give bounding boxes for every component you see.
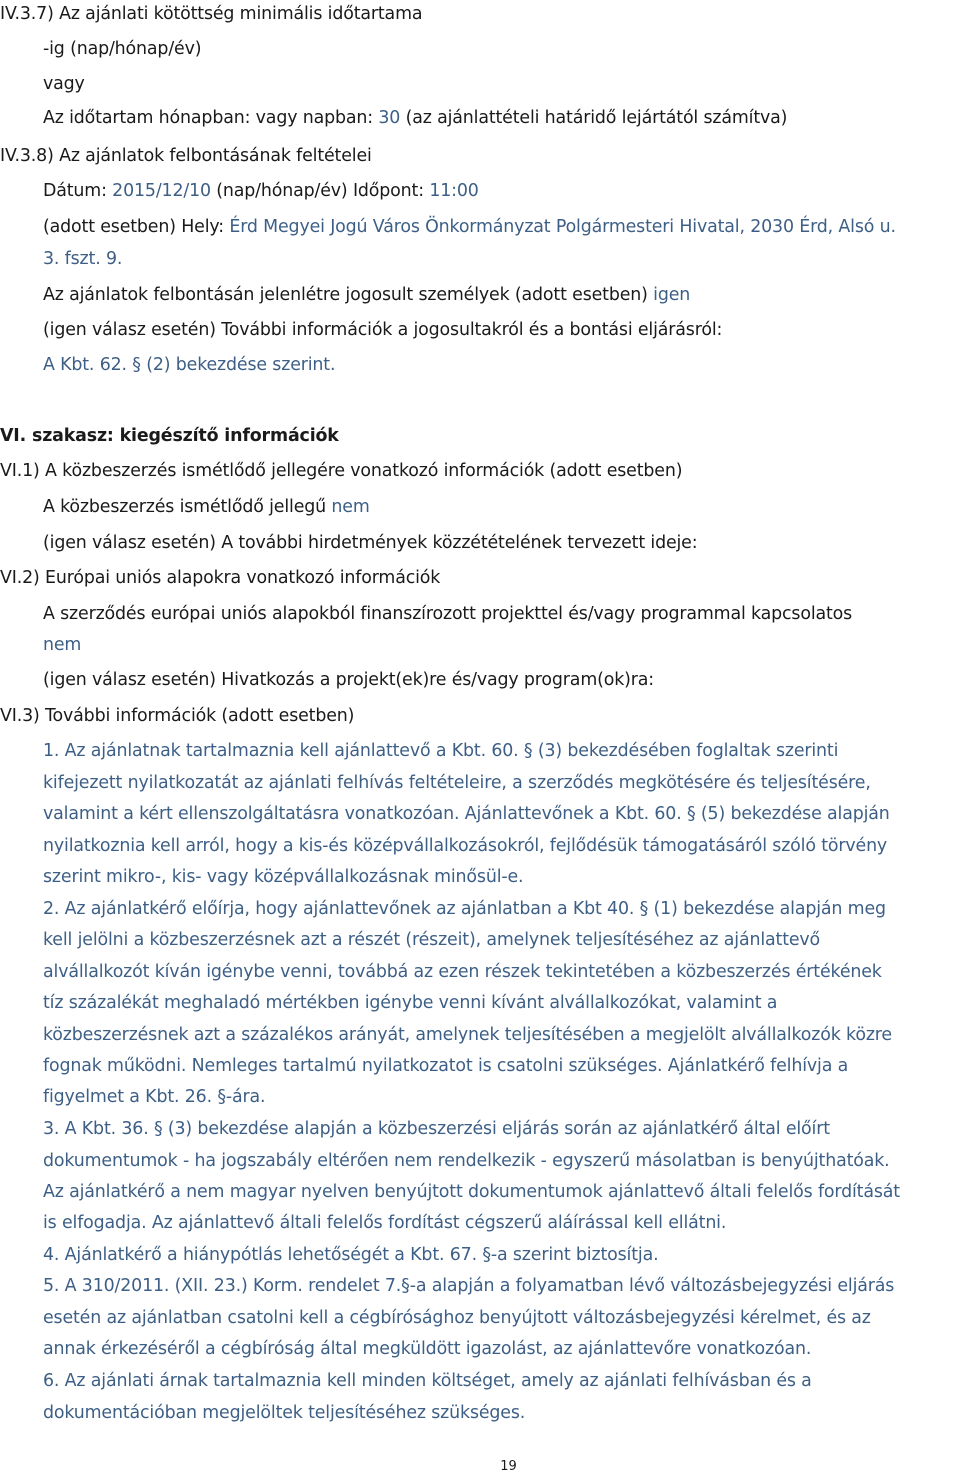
info-line: alvállalkozót kíván igénybe venni, továbbá az ezen részek tekintetében a közbeszerzés értékének — [43, 962, 882, 982]
info-line: is elfogadja. Az ajánlattevő általi felelős fordítást cégszerű aláírással kell ellátni. — [43, 1213, 727, 1233]
vagy-line: vagy — [43, 74, 85, 94]
datum-value: 2015/12/10 — [112, 181, 211, 201]
info-line: 3. A Kbt. 36. § (3) bekezdése alapján a közbeszerzési eljárás során az ajánlatkérő által előírt — [43, 1119, 830, 1139]
hely-label: (adott esetben) Hely: — [43, 217, 230, 237]
eu-value: nem — [43, 635, 82, 655]
heading-vi-1: VI.1) A közbeszerzés ismétlődő jellegére vonatkozó információk (adott esetben) — [0, 461, 683, 481]
heading-iv-3-8: IV.3.8) Az ajánlatok felbontásának feltételei — [0, 146, 372, 166]
info-line: 5. A 310/2011. (XII. 23.) Korm. rendelet 7.§-a alapján a folyamatban lévő változásbejegyzési eljárás — [43, 1276, 895, 1296]
info-line: 4. Ajánlatkérő a hiánypótlás lehetőségét a Kbt. 67. §-a szerint biztosítja. — [43, 1245, 659, 1265]
time-value: 11:00 — [429, 181, 479, 201]
duration-label: Az időtartam hónapban: vagy napban: — [43, 108, 379, 128]
ig-line: -ig (nap/hónap/év) — [43, 39, 202, 59]
info-line: dokumentációban megjelöltek teljesítéséhez szükséges. — [43, 1403, 526, 1423]
info-line: fognak működni. Nemleges tartalmú nyilatkozatot is csatolni szükséges. Ajánlatkérő felhívja a — [43, 1056, 849, 1076]
recurring-value: nem — [331, 497, 370, 517]
datum-label: Dátum: — [43, 181, 113, 201]
page-number: 19 — [500, 1459, 517, 1474]
info-line: kell jelölni a közbeszerzésnek azt a részét (részeit), amelynek teljesítéséhez az ajánlattevő — [43, 930, 821, 950]
datum-format: (nap/hónap/év) Időpont: — [210, 181, 430, 201]
info-line: Az ajánlatkérő a nem magyar nyelven benyújtott dokumentumok ajánlattevő általi felelős fordítását — [43, 1182, 900, 1202]
eu-note: (igen válasz esetén) Hivatkozás a projekt(ek)re és/vagy program(ok)ra: — [43, 670, 655, 690]
info-line: nyilatkoznia kell arról, hogy a kis-és középvállalkozásokról, fejlődésük támogatásáról szóló törvény — [43, 836, 888, 856]
hely-value-cont: 3. fszt. 9. — [43, 249, 123, 269]
heading-vi-3: VI.3) További információk (adott esetben) — [0, 706, 355, 726]
present-label: Az ajánlatok felbontásán jelenlétre jogosult személyek (adott esetben) — [43, 285, 654, 305]
heading-vi-2: VI.2) Európai uniós alapokra vonatkozó információk — [0, 568, 441, 588]
present-line — [43, 284, 690, 306]
info-line: 1. Az ajánlatnak tartalmaznia kell ajánlattevő a Kbt. 60. § (3) bekezdésében foglaltak szerinti — [43, 741, 839, 761]
recurring-note: (igen válasz esetén) A további hirdetmények közzétételének tervezett ideje: — [43, 533, 698, 553]
section-vi-heading: VI. szakasz: kiegészítő információk — [0, 426, 339, 446]
recurring-label: A közbeszerzés ismétlődő jellegű — [43, 497, 332, 517]
duration-note: (az ajánlattételi határidő lejártától számítva) — [400, 108, 788, 128]
datum-line — [43, 180, 479, 202]
info-line: szerint mikro-, kis- vagy középvállalkozásnak minősül-e. — [43, 867, 524, 887]
info-line: kifejezett nyilatkozatát az ajánlati felhívás feltételeire, a szerződés megkötésére és teljesítésére, — [43, 773, 871, 793]
duration-line — [43, 107, 787, 129]
info-line: valamint a kért ellenszolgáltatásra vonatkozóan. Ajánlattevőnek a Kbt. 60. § (5) bekezdése alapján — [43, 804, 890, 824]
info-line: dokumentumok - ha jogszabály eltérően nem rendelkezik - egyszerű másolatban is benyújthatóak. — [43, 1151, 890, 1171]
recurring-line — [43, 496, 370, 518]
hely-value: Érd Megyei Jogú Város Önkormányzat Polgármesteri Hivatal, 2030 Érd, Alsó u. — [229, 217, 896, 237]
info-line: esetén az ajánlatban csatolni kell a cégbírósághoz benyújtott változásbejegyzési kérelmet, és az — [43, 1308, 871, 1328]
present-value: igen — [653, 285, 691, 305]
info-line: közbeszerzésnek azt a százalékos arányát, amelynek teljesítésében a megjelölt alvállalkozók közre — [43, 1025, 892, 1045]
hely-line — [43, 216, 896, 238]
info-line: annak érkezéséről a cégbíróság által megküldött igazolást, az ajánlattevőre vonatkozóan. — [43, 1339, 812, 1359]
info-line: 2. Az ajánlatkérő előírja, hogy ajánlattevőnek az ajánlatban a Kbt 40. § (1) bekezdése alapján meg — [43, 899, 886, 919]
info-line: 6. Az ajánlati árnak tartalmaznia kell minden költséget, amely az ajánlati felhívásban és a — [43, 1371, 812, 1391]
info-line: tíz százalékát meghaladó mértékben igénybe venni kívánt alvállalkozókat, valamint a — [43, 993, 778, 1013]
info-line: figyelmet a Kbt. 26. §-ára. — [43, 1087, 266, 1107]
duration-days-value: 30 — [378, 108, 401, 128]
further-info-label: (igen válasz esetén) További információk a jogosultakról és a bontási eljárásról: — [43, 320, 723, 340]
further-info-value: A Kbt. 62. § (2) bekezdése szerint. — [43, 355, 336, 375]
heading-iv-3-7: IV.3.7) Az ajánlati kötöttség minimális időtartama — [0, 4, 423, 24]
eu-label: A szerződés európai uniós alapokból finanszírozott projekttel és/vagy programmal kapcsolatos — [43, 604, 853, 624]
